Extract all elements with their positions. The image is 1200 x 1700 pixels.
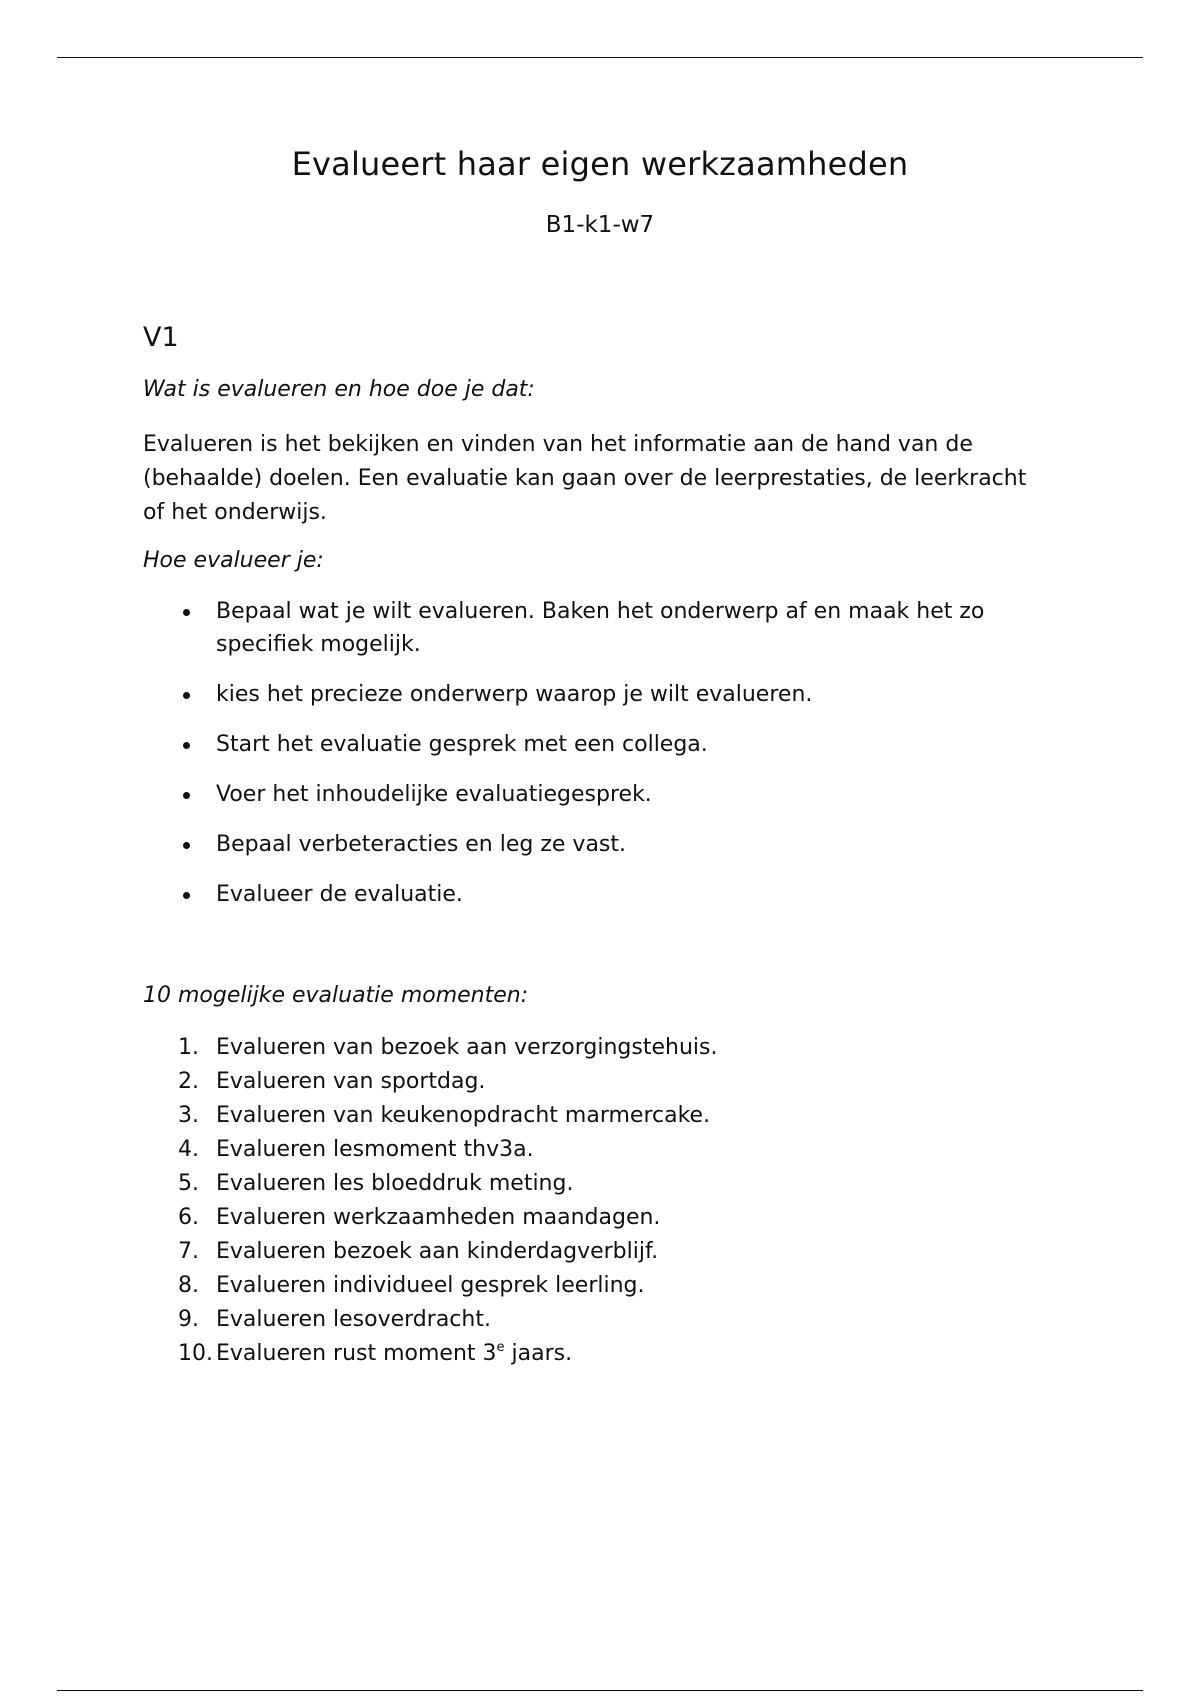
bullet-icon bbox=[183, 609, 190, 616]
moments-heading: 10 mogelijke evaluatie momenten: bbox=[143, 983, 529, 1008]
list-item bbox=[143, 728, 1043, 761]
what-paragraph: Evalueren is het bekijken en vinden van het informatie aan de hand van de (behaalde) doelen. Een evaluatie kan gaan over de leerprestaties, de leerkracht of het onderwijs. bbox=[143, 432, 1027, 525]
list-item-text: Evalueren werkzaamheden maandagen. bbox=[216, 1205, 661, 1230]
list-item bbox=[143, 1031, 1043, 1065]
list-item-text: Bepaal wat je wilt evalueren. Baken het onderwerp af en maak het zo specifiek mogelijk. bbox=[216, 599, 985, 657]
list-item-text: Start het evaluatie gesprek met een collega. bbox=[216, 732, 708, 757]
list-number: 4. bbox=[178, 1137, 199, 1162]
list-item-text: Evalueren les bloeddruk meting. bbox=[216, 1171, 574, 1196]
bullet-icon bbox=[183, 692, 190, 699]
page-title: Evalueert haar eigen werkzaamheden bbox=[291, 145, 909, 183]
list-item-text: Evalueren individueel gesprek leerling. bbox=[216, 1273, 645, 1298]
list-item bbox=[143, 1337, 1043, 1371]
list-item-text-tail: jaars. bbox=[504, 1341, 573, 1366]
list-item-text: Evalueren van keukenopdracht marmercake. bbox=[216, 1103, 711, 1128]
list-number: 10. bbox=[178, 1341, 213, 1366]
list-item-text: Evalueren van sportdag. bbox=[216, 1069, 486, 1094]
how-steps-list bbox=[143, 595, 1043, 928]
list-number: 6. bbox=[178, 1205, 199, 1230]
list-item-text: Bepaal verbeteracties en leg ze vast. bbox=[216, 832, 627, 857]
list-number: 1. bbox=[178, 1035, 199, 1060]
list-item-text: Voer het inhoudelijke evaluatiegesprek. bbox=[216, 782, 652, 807]
list-item bbox=[143, 1235, 1043, 1269]
list-item-text: kies het precieze onderwerp waarop je wilt evalueren. bbox=[216, 682, 813, 707]
page-subtitle: B1-k1-w7 bbox=[545, 212, 655, 238]
list-item bbox=[143, 1167, 1043, 1201]
list-item bbox=[143, 1269, 1043, 1303]
list-number: 7. bbox=[178, 1239, 199, 1264]
bottom-rule bbox=[57, 1690, 1143, 1691]
list-number: 5. bbox=[178, 1171, 199, 1196]
list-item bbox=[143, 1303, 1043, 1337]
bullet-icon bbox=[183, 892, 190, 899]
list-item-text: Evalueer de evaluatie. bbox=[216, 882, 463, 907]
list-item bbox=[143, 1065, 1043, 1099]
list-item-text: Evalueren rust moment 3 bbox=[216, 1341, 497, 1366]
list-item bbox=[143, 595, 1043, 661]
list-item-text: Evalueren lesoverdracht. bbox=[216, 1307, 491, 1332]
what-heading: Wat is evalueren en hoe doe je dat: bbox=[143, 377, 535, 402]
list-item-text: Evalueren bezoek aan kinderdagverblijf. bbox=[216, 1239, 659, 1264]
ordinal-suffix: e bbox=[496, 1340, 505, 1355]
list-number: 9. bbox=[178, 1307, 199, 1332]
list-item bbox=[143, 878, 1043, 911]
list-item bbox=[143, 1201, 1043, 1235]
how-heading: Hoe evalueer je: bbox=[143, 548, 324, 573]
list-item-text: Evalueren lesmoment thv3a. bbox=[216, 1137, 534, 1162]
list-number: 8. bbox=[178, 1273, 199, 1298]
list-item bbox=[143, 1133, 1043, 1167]
moments-list bbox=[143, 1031, 1043, 1371]
list-item-text: Evalueren van bezoek aan verzorgingstehuis. bbox=[216, 1035, 718, 1060]
list-number: 2. bbox=[178, 1069, 199, 1094]
list-item bbox=[143, 678, 1043, 711]
list-item bbox=[143, 828, 1043, 861]
bullet-icon bbox=[183, 792, 190, 799]
section-heading: V1 bbox=[143, 322, 179, 353]
bullet-icon bbox=[183, 742, 190, 749]
list-item bbox=[143, 1099, 1043, 1133]
list-number: 3. bbox=[178, 1103, 199, 1128]
list-item bbox=[143, 778, 1043, 811]
bullet-icon bbox=[183, 842, 190, 849]
top-rule bbox=[57, 57, 1143, 58]
